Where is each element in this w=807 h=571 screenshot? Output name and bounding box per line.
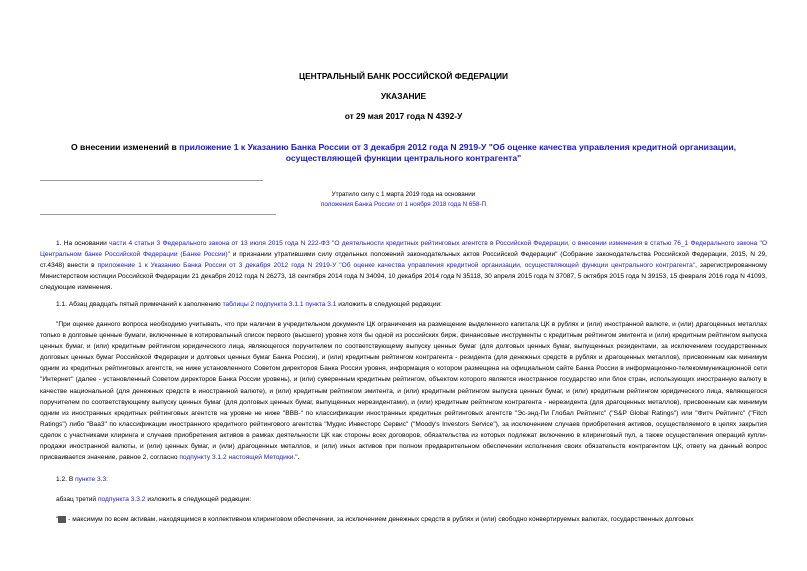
repeal-note-text: Утратило силу с 1 марта 2019 года на основании: [331, 191, 476, 198]
p2-text-b: изложить в следующей редакции:: [336, 301, 443, 308]
p1-law-link[interactable]: части 4 статьи 3 Федерального закона от 13 июля 2015 года N 222-ФЗ "О деятельности кредитных рейтинговых агентств в Российской Федерации, о внесении изменения в статью 76_1 Федерального закона "О Центральном банке Российской Федерации (Банке России)": [40, 240, 767, 259]
p2-table-link[interactable]: таблицы 2 подпункта 3.1.1 пункта 3.1: [222, 301, 337, 308]
p1-text-a: 1. На основании: [56, 240, 110, 247]
p3-methodology-link[interactable]: подпункту 3.1.2 настоящей Методики: [179, 454, 294, 462]
p3-text-b: .".: [293, 454, 300, 462]
p5-subpoint-link[interactable]: подпункта 3.3.2: [97, 496, 146, 503]
p5-text-a: абзац третий: [56, 496, 98, 503]
issuer-heading: ЦЕНТРАЛЬНЫЙ БАНК РОССИЙСКОЙ ФЕДЕРАЦИИ: [298, 71, 509, 81]
document-title: [40, 142, 767, 164]
document-type-heading: УКАЗАНИЕ: [380, 91, 427, 101]
p1-text-c: , зарегистрированному Министерством юстиции Российской Федерации 21 декабря 2012 года N 26273, 18 сентября 2014 года N 34094, 10 декабря 2014 года N 35118, 30 апреля 2015 года N 37087, 5 октября 2015 года N 39153, 15 февраля 2016 года N 41093, следующие изменения.: [40, 262, 767, 292]
p2-text-a: 1.1. Абзац двадцать пятый примечаний к заполнению: [56, 301, 223, 308]
paragraph-subpoint: [56, 494, 251, 505]
p6-text-b: - максимум по всем активам, находящимся в коллективном клиринговом обеспечении, за исключением денежных средств в рублях и (или) свободно конвертируемых валютах, государственных долговых: [66, 516, 694, 523]
paragraph-1-1: [40, 299, 767, 310]
divider-bottom: [40, 214, 276, 215]
p1-appendix-link[interactable]: приложение 1 к Указанию Банка России от 3 декабря 2012 года N 2919-У "Об оценке качества управления кредитной организации, осуществляющей функции центрального контрагента": [97, 262, 696, 270]
paragraph-1-2: [56, 474, 108, 485]
title-prefix: О внесении изменений в: [70, 142, 180, 152]
p3-text-a: "При оценке данного вопроса необходимо учитывать, что при наличии в учредительном документе ЦК ограничения на размещение выделенного капитала ЦК в рублях и (или) иностранной валюте, и (или) драгоценных металлах только в долговые ценные бумаги, включенные в котировальный список первого (высшего) уровня хотя бы одной из российских бирж, финансовые инструменты с кредитным рейтингом эмитента и (или) кредитным рейтингом выпуска ценных бумаг, и (или) кредитным рейтингом юридического лица, являющегося поручителем по соответствующему выпуску ценных бумаг (для долговых ценных бумаг, выпущенных резидентами, за исключением государственных долговых ценных бумаг Российской Федерации и долговых ценных бумаг Банка России), и (или) кредитным рейтингом контрагента - резидента (для денежных средств в рублях и драгоценных металлов), присвоенным как минимум одним из кредитных рейтинговых агентств, не ниже установленного Советом директоров Банка России уровня, информация о котором размещена на официальном сайте Банка России в информационно-телекоммуникационной сети "Интернет" (далее - установленный Советом директоров Банка России уровень), и (или) суверенным кредитным рейтингом, объектом которого является иностранное государство или блок стран, использующих иностранную валюту в качестве национальной (для денежных средств в иностранной валюте), и (или) кредитным рейтингом эмитента, и (или) кредитным рейтингом выпуска ценных бумаг, и (или) кредитным рейтингом юридического лица, являющегося поручителем по соответствующему выпуску ценных бумаг (для долговых ценных бумаг, выпущенных нерезидентами), и (или) кредитным рейтингом контрагента - нерезидента (для драгоценных металлов), присвоенным как минимум одним из иностранных кредитных рейтинговых агентств на уровне не ниже "BBB-" по классификации иностранных кредитных рейтинговых агентств "Эс-энд-Пи Глобал Рейтингс" ("S&P Global Ratings") или "Фитч Рейтингс" ("Fitch Ratings") либо "Baa3" по классификации иностранного кредитного рейтингового агентства "Мудис Инвесторс Сервис" ("Moody's Investors Service"), за исключением случаев приобретения активов, осуществляемого в целях закрытия сделок с участниками клиринга и случаев приобретения активов в рамках деятельности ЦК как стороны всех договоров, обязательства из которых подлежат включению в клиринговый пул, а также осуществления операций купли-продажи иностранной валюты, и (или) ценных бумаг, и (или) драгоценных металлов, и (или) иных активов при полном предварительном обеспечении исполнения своих обязательств контрагентом ЦК, ответу на данный вопрос присваивается значение, равное 2, согласно: [40, 321, 767, 462]
paragraph-1: [40, 238, 767, 293]
repeal-note-link[interactable]: положения Банка России от 1 ноября 2018 года N 658-П: [320, 201, 487, 208]
p4-text-a: 1.2. В: [56, 476, 76, 483]
p5-text-b: изложить в следующей редакции:: [145, 496, 252, 503]
paragraph-formula: [40, 514, 767, 525]
paragraph-quote: [40, 319, 767, 463]
p1-text-b: и признании утратившими силу отдельных положений законодательных актов Российской Федерации" (Собрание законодательства Российской Федерации, 2015, N 29, ст.4348) внести в: [40, 251, 768, 270]
title-link[interactable]: приложение 1 к Указанию Банка России от 3 декабря 2012 года N 2919-У "Об оценке качества управления кредитной организации, осуществляющей функции центрального контрагента": [179, 142, 737, 163]
p4-text-b: :: [106, 476, 108, 483]
p4-point-link[interactable]: пункте 3.3: [75, 476, 107, 483]
document-date-heading: от 29 мая 2017 года N 4392-У: [344, 111, 463, 121]
divider-top: [40, 180, 263, 181]
repeal-note: [0, 190, 807, 210]
p6-text-a: ": [56, 516, 59, 523]
